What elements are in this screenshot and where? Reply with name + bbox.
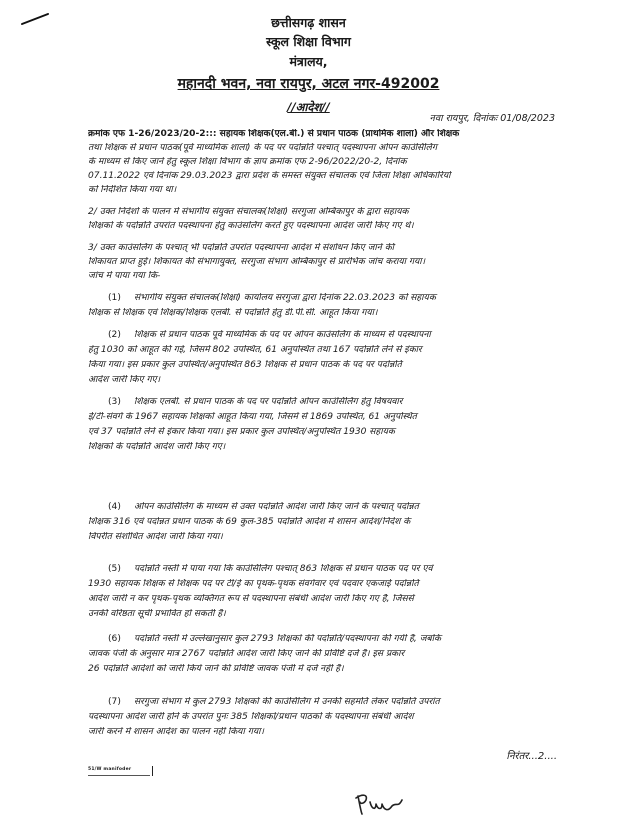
- p1-line-2: तथा शिक्षक से प्रधान पाठक(पूर्व माध्यमिक शाला) के पद पर पदोन्नति पश्चात् पदस्थापना ओपन काउंसिलिंग: [88, 143, 437, 153]
- item-3-line-1: [108, 397, 553, 408]
- item-text: सरगुजा संभाग में कुल 2793 शिक्षकों की काउंसिलिंग में उनकी सहमति लेकर पदोन्नति उपरांत: [134, 697, 440, 707]
- item-1-line-1: [108, 293, 553, 304]
- order-reference: क्रमांक एफ 1-26/2023/20-2::: सहायक शिक्षक(एल.बी.) से प्रधान पाठक (प्राथमिक शाला) और शिक्षक: [88, 129, 460, 139]
- item-mark: (4): [108, 502, 121, 512]
- footer-rule: [88, 775, 150, 776]
- header-ministry: मंत्रालय,: [289, 54, 328, 69]
- item-text: पदोन्नति नस्ती में पाया गया कि काउंसिलिंग पश्चात् 863 शिक्षक से प्रधान पाठक पद पर एवं: [134, 564, 433, 574]
- p1-line-4: 07.11.2022 एवं दिनांक 29.03.2023 द्वारा प्रदेश के समस्त संयुक्त संचालक एवं जिला शिक्षा अधिकारियों: [88, 171, 451, 181]
- item-text: पदोन्नति नस्ती में उल्लेखानुसार कुल 2793 शिक्षकों की पदोन्नति/पदस्थापना की गयी है, जबकि: [134, 634, 441, 644]
- p1-line-5: को निर्देशित किया गया था।: [88, 185, 177, 195]
- signature-mark: [352, 788, 408, 818]
- item-mark: (1): [108, 293, 121, 303]
- p3-line-1: 3/ उक्त काउंसलिंग के पश्चात् भी पदोन्नति उपरांत पदस्थापना आदेश में संशोधन किए जाने की: [88, 243, 395, 253]
- p2-line-1: 2/ उक्त निर्देशों के पालन में संभागीय संयुक्त संचालक(शिक्षा) सरगुजा अम्बिकापुर के द्वारा सहायक: [88, 207, 409, 217]
- continued-marker: निरंतर...2....: [506, 751, 557, 762]
- header-department: स्कूल शिक्षा विभाग: [266, 34, 351, 49]
- item-text: शिक्षक से प्रधान पाठक पूर्व माध्यमिक के पद पर ओपन काउंसलिंग के माध्यम से पदस्थापना: [134, 330, 431, 340]
- item-6-line-2: जावक पंजी के अनुसार मात्र 2767 पदोन्नति आदेश जारी किए जाने की प्रविष्टि दर्ज है। इस प्रकार: [88, 649, 405, 659]
- item-text: शिक्षक एलबी. से प्रधान पाठक के पद पर पदोन्नति ओपन काउंसिलिंग हेतु विषयवार: [134, 397, 403, 407]
- p1-line-1: [88, 129, 553, 140]
- item-5-line-1: [108, 564, 553, 575]
- item-7-line-2: पदस्थापना आदेश जारी होने के उपरांत पुनः 385 शिक्षकों/प्रधान पाठकों के पदस्थापना संबंधी आदेश: [88, 712, 414, 722]
- item-2-line-3: किया गया। इस प्रकार कुल उपस्थित/अनुपस्थित 863 शिक्षक से प्रधान पाठक के पद पर पदोन्नति: [88, 360, 402, 370]
- footer-tag: 51/W manifoder: [88, 767, 132, 772]
- item-2-line-1: [108, 330, 553, 341]
- item-mark: (2): [108, 330, 121, 340]
- header-address: महानदी भवन, नवा रायपुर, अटल नगर-492002: [177, 76, 440, 92]
- item-text: ओपन काउंसिलिंग के माध्यम से उक्त पदोन्नति आदेश जारी किए जाने के पश्चात् पदोन्नत: [134, 502, 419, 512]
- item-4-line-3: विपरीत संशोधित आदेश जारी किया गया।: [88, 532, 223, 542]
- item-mark: (3): [108, 397, 121, 407]
- item-mark: (5): [108, 564, 121, 574]
- item-7-line-1: [108, 697, 553, 708]
- footer-tick: [152, 766, 153, 776]
- p3-line-2: शिकायत प्राप्त हुई। शिकायत की संभागायुक्त, सरगुजा संभाग अम्बिकापुर से प्रारंभिक जांच कराया गया।: [88, 257, 426, 267]
- item-mark: (7): [108, 697, 121, 707]
- p1-line-3: के माध्यम से किए जाने हेतु स्कूल शिक्षा विभाग के ज्ञाप क्रमांक एफ 2-96/2022/20-2, दिनांक: [88, 157, 407, 167]
- item-5-line-4: उनकी वरिष्ठता सूची प्रभावित हो सकती है।: [88, 609, 226, 619]
- order-title: //आदेश//: [287, 100, 330, 114]
- item-1-line-2: शिक्षक से शिक्षक एवं शिक्षक/शिक्षक एलबी. से पदोन्नति हेतु डी.पी.सी. आहूत किया गया।: [88, 308, 378, 318]
- item-5-line-2: 1930 सहायक शिक्षक से शिक्षक पद पर टी/ई का पृथक-पृथक संवर्गवार एवं पदवार एकजाई पदोन्नति: [88, 579, 419, 589]
- item-6-line-1: [108, 634, 553, 645]
- item-text: संभागीय संयुक्त संचालक(शिक्षा) कार्यालय सरगुजा द्वारा दिनांक 22.03.2023 को सहायक: [134, 293, 436, 303]
- p2-line-2: शिक्षकों के पदोन्नति उपरांत पदस्थापना हेतु काउंसलिंग करते हुए पदस्थापना आदेश जारी किए गए थे।: [88, 221, 414, 231]
- item-5-line-3: आदेश जारी न कर पृथक-पृथक व्यक्तिगत रूप से पदस्थापना संबंधी आदेश जारी किए गए हैं, जिससे: [88, 594, 414, 604]
- item-mark: (6): [108, 634, 121, 644]
- item-2-line-2: हेतु 1030 को आहूत की गई, जिसमें 802 उपस्थित, 61 अनुपस्थित तथा 167 पदोन्नति लेने से इंकार: [88, 345, 422, 355]
- item-3-line-2: ई/टी-संवर्ग के 1967 सहायक शिक्षकों आहूत किया गया, जिसमें से 1869 उपस्थित, 61 अनुपस्थित: [88, 412, 417, 422]
- item-3-line-4: शिक्षकों के पदोन्नति आदेश जारी किए गए।: [88, 442, 226, 452]
- item-4-line-1: [108, 502, 553, 513]
- item-7-line-3: जारी करने में शासन आदेश का पालन नहीं किया गया।: [88, 727, 264, 737]
- item-3-line-3: एवं 37 पदोन्नति लेने से इंकार किया गया। इस प्रकार कुल उपस्थित/अनुपस्थित 1930 सहायक: [88, 427, 395, 437]
- p3-line-3: जांच में पाया गया कि-: [88, 271, 161, 281]
- order-dateline: नवा रायपुर, दिनांकः 01/08/2023: [429, 113, 555, 124]
- item-4-line-2: शिक्षक 316 एवं पदोन्नत प्रधान पाठक के 69 कुल-385 पदोन्नति आदेश में शासन आदेश/निर्देश के: [88, 517, 411, 527]
- header-govt: छत्तीसगढ़ शासन: [271, 15, 346, 30]
- item-2-line-4: आदेश जारी किए गए।: [88, 375, 161, 385]
- item-6-line-3: 26 पदोन्नति आदेशों को जारी किये जाने की प्रविष्टि जावक पंजी में दर्ज नहीं है।: [88, 664, 344, 674]
